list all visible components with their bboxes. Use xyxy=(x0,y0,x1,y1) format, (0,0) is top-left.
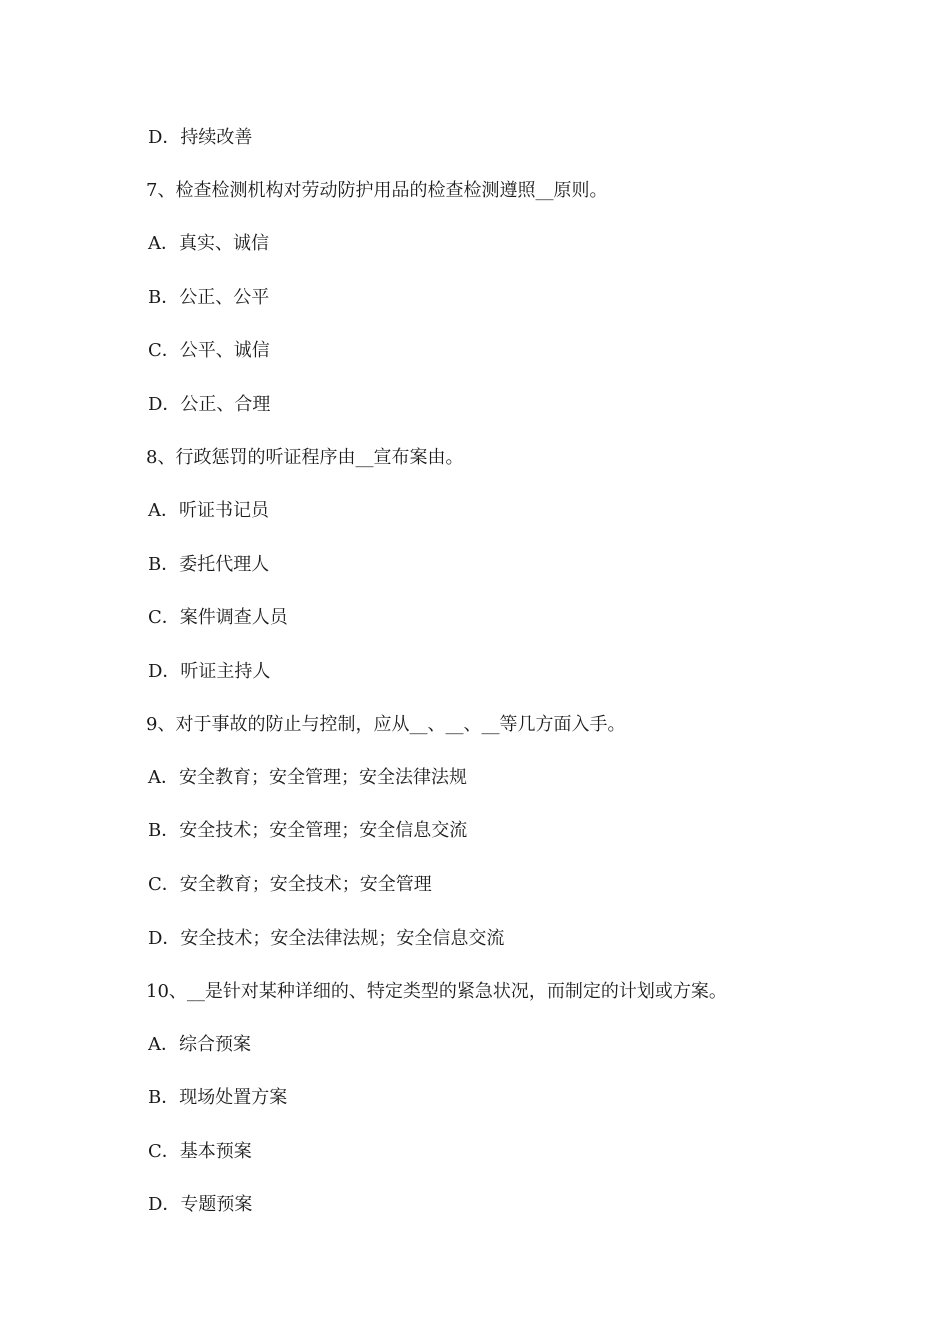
question-10-option-b: B．现场处置方案 xyxy=(148,1087,288,1108)
question-8-stem: 8、行政惩罚的听证程序由__宣布案由。 xyxy=(146,447,464,468)
question-7-option-c: C．公平、诚信 xyxy=(148,340,270,361)
question-9-option-a: A．安全教育；安全管理；安全法律法规 xyxy=(148,767,467,788)
question-10-option-a: A．综合预案 xyxy=(148,1034,251,1055)
option-prev-d: D．持续改善 xyxy=(148,127,253,148)
question-8-option-c: C．案件调查人员 xyxy=(148,607,288,628)
question-7-stem: 7、检查检测机构对劳动防护用品的检查检测遵照__原则。 xyxy=(146,180,608,201)
question-7-option-a: A．真实、诚信 xyxy=(148,233,269,254)
question-7-option-b: B．公正、公平 xyxy=(148,287,270,308)
question-8-option-d: D．听证主持人 xyxy=(148,661,271,682)
question-8-option-b: B．委托代理人 xyxy=(148,554,270,575)
question-10-option-d: D．专题预案 xyxy=(148,1194,253,1215)
question-9-option-b: B．安全技术；安全管理；安全信息交流 xyxy=(148,820,468,841)
question-10-option-c: C．基本预案 xyxy=(148,1141,252,1162)
question-9-stem: 9、对于事故的防止与控制，应从__、__、__等几方面入手。 xyxy=(146,714,626,735)
question-9-option-d: D．安全技术；安全法律法规；安全信息交流 xyxy=(148,928,505,949)
question-9-option-c: C．安全教育；安全技术；安全管理 xyxy=(148,874,432,895)
question-10-stem: 10、__是针对某种详细的、特定类型的紧急状况，而制定的计划或方案。 xyxy=(146,981,727,1002)
question-8-option-a: A．听证书记员 xyxy=(148,500,269,521)
question-7-option-d: D．公正、合理 xyxy=(148,394,271,415)
